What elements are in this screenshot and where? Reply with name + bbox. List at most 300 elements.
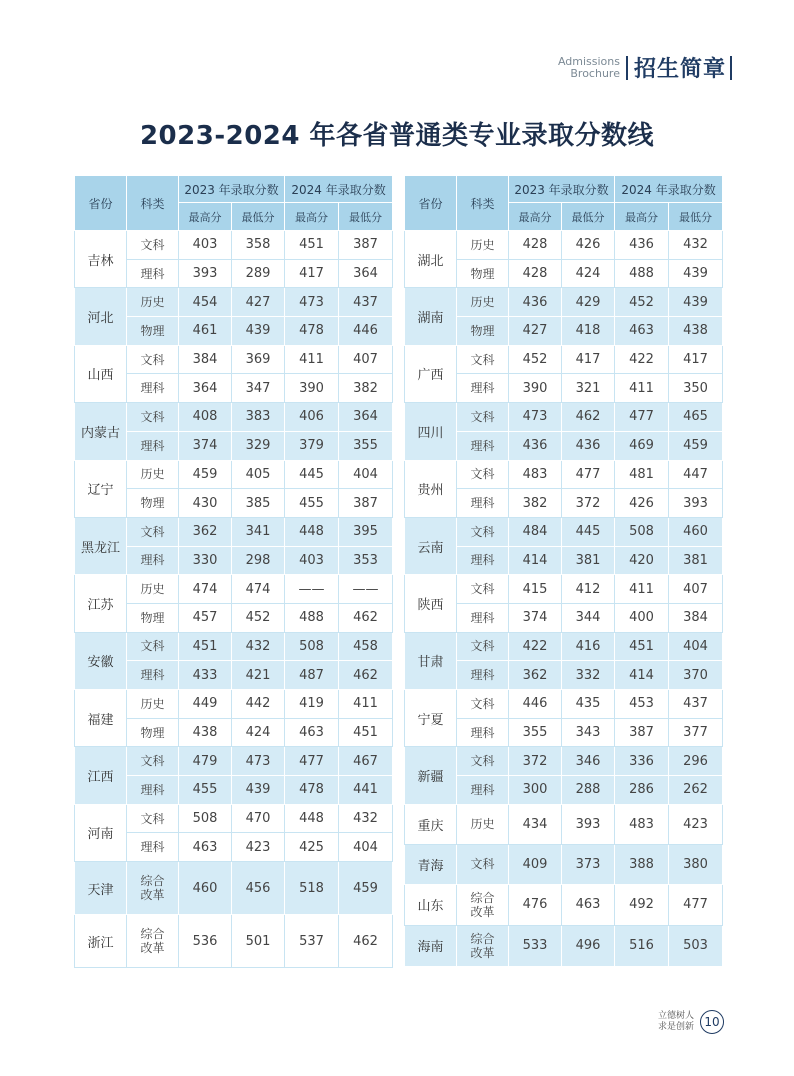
score-cell: 456 [232, 862, 285, 915]
score-cell: 364 [339, 403, 393, 432]
score-cell: 432 [232, 632, 285, 661]
score-cell: 384 [179, 345, 232, 374]
header-2024-min: 最低分 [669, 203, 723, 231]
score-cell: 452 [509, 345, 562, 374]
score-cell: 430 [179, 489, 232, 518]
score-cell: 438 [669, 317, 723, 346]
header-english [558, 56, 620, 80]
score-cell: 404 [339, 460, 393, 489]
score-cell: 451 [179, 632, 232, 661]
subject-cell: 文科 [457, 517, 509, 546]
score-cell: 422 [509, 632, 562, 661]
score-cell: 382 [339, 374, 393, 403]
score-cell: 381 [669, 546, 723, 575]
subject-cell: 物理 [457, 259, 509, 288]
score-cell: 462 [339, 915, 393, 968]
subject-cell: 历史 [127, 575, 179, 604]
score-cell: 372 [509, 747, 562, 776]
score-cell: 479 [179, 747, 232, 776]
score-cell: 462 [562, 403, 615, 432]
score-cell: 416 [562, 632, 615, 661]
score-cell: 420 [615, 546, 669, 575]
subject-cell: 综合 改革 [127, 862, 179, 915]
score-cell: 423 [232, 833, 285, 862]
score-cell: 461 [179, 317, 232, 346]
score-cell: 355 [339, 431, 393, 460]
subject-cell: 历史 [127, 690, 179, 719]
motto-line2: 求是创新 [657, 1022, 694, 1032]
score-cell: 533 [509, 925, 562, 966]
subject-cell: 历史 [457, 288, 509, 317]
subject-cell: 理科 [457, 431, 509, 460]
province-cell: 河北 [75, 288, 127, 345]
score-cell: 439 [669, 288, 723, 317]
score-cell: 414 [509, 546, 562, 575]
score-cell: 459 [669, 431, 723, 460]
score-cell: 364 [339, 259, 393, 288]
score-cell: 296 [669, 747, 723, 776]
score-cell: 427 [232, 288, 285, 317]
table-row [405, 804, 723, 844]
score-cell: 492 [615, 884, 669, 925]
score-cell: 409 [509, 844, 562, 884]
score-cell: 380 [669, 844, 723, 884]
table-row [75, 862, 393, 915]
score-cell: 453 [615, 690, 669, 719]
table-row [405, 288, 723, 317]
score-cell: 437 [339, 288, 393, 317]
score-cell: 477 [669, 884, 723, 925]
score-cell: 421 [232, 661, 285, 690]
score-cell: 406 [285, 403, 339, 432]
score-cell: 445 [285, 460, 339, 489]
score-cell: 387 [339, 489, 393, 518]
score-cell: 358 [232, 231, 285, 260]
score-cell: 407 [339, 345, 393, 374]
header-2024-max: 最高分 [615, 203, 669, 231]
score-cell: 436 [562, 431, 615, 460]
province-cell: 福建 [75, 690, 127, 747]
header-province: 省份 [75, 176, 127, 231]
province-cell: 陕西 [405, 575, 457, 632]
score-cell: 463 [615, 317, 669, 346]
header-chinese-title: 招生简章 [633, 57, 726, 82]
score-cell: 536 [179, 915, 232, 968]
score-cell: 473 [232, 747, 285, 776]
header-2023-max: 最高分 [509, 203, 562, 231]
subject-cell: 文科 [127, 345, 179, 374]
table-row [75, 690, 393, 719]
province-cell: 吉林 [75, 231, 127, 288]
score-cell: 393 [562, 804, 615, 844]
table-row [75, 288, 393, 317]
table-row [405, 884, 723, 925]
score-cell: 417 [285, 259, 339, 288]
score-cell: 508 [179, 804, 232, 833]
score-cell: 478 [285, 776, 339, 805]
header-divider-right [730, 56, 732, 80]
score-cell: 429 [562, 288, 615, 317]
header-2024: 2024 年录取分数 [285, 176, 393, 203]
score-cell: 477 [285, 747, 339, 776]
province-cell: 黑龙江 [75, 517, 127, 574]
score-cell: 476 [509, 884, 562, 925]
header-2024-min: 最低分 [339, 203, 393, 231]
subject-cell: 文科 [457, 690, 509, 719]
score-cell: 433 [179, 661, 232, 690]
score-cell: 436 [509, 288, 562, 317]
score-cell: 445 [562, 517, 615, 546]
subject-cell: 理科 [127, 431, 179, 460]
subject-cell: 历史 [457, 804, 509, 844]
brochure-header [558, 52, 732, 83]
subject-cell: 文科 [127, 517, 179, 546]
score-cell: 446 [339, 317, 393, 346]
score-cell: 436 [509, 431, 562, 460]
score-cell: 412 [562, 575, 615, 604]
score-cell: 483 [615, 804, 669, 844]
table-row [405, 231, 723, 260]
score-table-right [404, 175, 723, 967]
header-2024-max: 最高分 [285, 203, 339, 231]
score-cell: 439 [669, 259, 723, 288]
score-cell: —— [285, 575, 339, 604]
score-cell: 374 [509, 603, 562, 632]
score-cell: 419 [285, 690, 339, 719]
score-cell: 384 [669, 603, 723, 632]
score-cell: 442 [232, 690, 285, 719]
table-row [75, 403, 393, 432]
score-cell: 454 [179, 288, 232, 317]
province-cell: 天津 [75, 862, 127, 915]
table-row [405, 925, 723, 966]
score-cell: 423 [669, 804, 723, 844]
score-cell: 400 [615, 603, 669, 632]
score-cell: 383 [232, 403, 285, 432]
score-cell: 426 [615, 489, 669, 518]
table-row [405, 690, 723, 719]
table-row [75, 915, 393, 968]
score-cell: 411 [615, 575, 669, 604]
header-en-line1: Admissions [557, 54, 620, 68]
score-cell: 411 [339, 690, 393, 719]
subject-cell: 理科 [127, 546, 179, 575]
subject-cell: 历史 [457, 231, 509, 260]
score-cell: 452 [615, 288, 669, 317]
table-row [405, 844, 723, 884]
score-cell: 488 [615, 259, 669, 288]
score-cell: 347 [232, 374, 285, 403]
score-cell: 424 [232, 718, 285, 747]
score-cell: 379 [285, 431, 339, 460]
subject-cell: 文科 [457, 632, 509, 661]
score-cell: 516 [615, 925, 669, 966]
score-cell: 425 [285, 833, 339, 862]
score-cell: 439 [232, 776, 285, 805]
score-cell: 353 [339, 546, 393, 575]
subject-cell: 文科 [127, 403, 179, 432]
subject-cell: 文科 [127, 747, 179, 776]
subject-cell: 物理 [127, 718, 179, 747]
score-cell: 428 [509, 231, 562, 260]
score-cell: 478 [285, 317, 339, 346]
score-cell: 481 [615, 460, 669, 489]
score-cell: 393 [179, 259, 232, 288]
score-cell: 403 [285, 546, 339, 575]
score-cell: 298 [232, 546, 285, 575]
score-cell: 262 [669, 776, 723, 805]
header-2023-max: 最高分 [179, 203, 232, 231]
score-cell: 407 [669, 575, 723, 604]
score-cell: 469 [615, 431, 669, 460]
score-cell: 448 [285, 804, 339, 833]
table-row [75, 632, 393, 661]
province-cell: 山西 [75, 345, 127, 402]
score-cell: 452 [232, 603, 285, 632]
score-cell: 428 [509, 259, 562, 288]
score-cell: 496 [562, 925, 615, 966]
score-cell: 455 [285, 489, 339, 518]
score-cell: 460 [669, 517, 723, 546]
subject-cell: 文科 [457, 575, 509, 604]
province-cell: 广西 [405, 345, 457, 402]
province-cell: 江苏 [75, 575, 127, 632]
score-cell: 332 [562, 661, 615, 690]
table-row [405, 747, 723, 776]
score-cell: 434 [509, 804, 562, 844]
subject-cell: 理科 [457, 776, 509, 805]
province-cell: 四川 [405, 403, 457, 460]
score-cell: 330 [179, 546, 232, 575]
province-cell: 山东 [405, 884, 457, 925]
score-cell: 463 [285, 718, 339, 747]
score-cell: 446 [509, 690, 562, 719]
score-cell: 411 [285, 345, 339, 374]
subject-cell: 物理 [127, 603, 179, 632]
score-cell: 473 [509, 403, 562, 432]
score-cell: 390 [509, 374, 562, 403]
header-2023-min: 最低分 [232, 203, 285, 231]
page-number: 10 [700, 1010, 724, 1034]
score-cell: 462 [339, 661, 393, 690]
score-cell: 473 [285, 288, 339, 317]
score-cell: 341 [232, 517, 285, 546]
subject-cell: 理科 [457, 489, 509, 518]
score-cell: 458 [339, 632, 393, 661]
score-cell: 427 [509, 317, 562, 346]
subject-cell: 理科 [457, 718, 509, 747]
score-cell: 432 [339, 804, 393, 833]
score-cell: 451 [615, 632, 669, 661]
subject-cell: 理科 [457, 546, 509, 575]
score-cell: 343 [562, 718, 615, 747]
score-cell: 387 [339, 231, 393, 260]
score-cell: 288 [562, 776, 615, 805]
table-row [75, 575, 393, 604]
score-cell: 436 [615, 231, 669, 260]
score-cell: 463 [179, 833, 232, 862]
subject-cell: 物理 [127, 317, 179, 346]
page-footer [658, 1010, 724, 1034]
score-cell: 455 [179, 776, 232, 805]
table-row [405, 575, 723, 604]
header-en-line2: Brochure [570, 66, 620, 80]
subject-cell: 文科 [457, 345, 509, 374]
table-row [75, 804, 393, 833]
score-cell: 459 [179, 460, 232, 489]
score-cell: 487 [285, 661, 339, 690]
score-cell: 474 [179, 575, 232, 604]
score-cell: 387 [615, 718, 669, 747]
score-cell: 463 [562, 884, 615, 925]
score-cell: 426 [562, 231, 615, 260]
header-2023: 2023 年录取分数 [179, 176, 285, 203]
score-cell: 439 [232, 317, 285, 346]
score-cell: 437 [669, 690, 723, 719]
score-cell: 451 [285, 231, 339, 260]
subject-cell: 综合 改革 [457, 925, 509, 966]
score-cell: 385 [232, 489, 285, 518]
score-cell: 329 [232, 431, 285, 460]
province-cell: 湖南 [405, 288, 457, 345]
score-cell: 300 [509, 776, 562, 805]
score-cell: 448 [285, 517, 339, 546]
score-cell: 403 [179, 231, 232, 260]
score-cell: 408 [179, 403, 232, 432]
header-subject: 科类 [457, 176, 509, 231]
province-cell: 重庆 [405, 804, 457, 844]
province-cell: 安徽 [75, 632, 127, 689]
page-title: 2023-2024 年各省普通类专业录取分数线 [139, 121, 655, 151]
table-row [405, 632, 723, 661]
subject-cell: 理科 [457, 374, 509, 403]
score-cell: 518 [285, 862, 339, 915]
score-cell: 470 [232, 804, 285, 833]
province-cell: 内蒙古 [75, 403, 127, 460]
score-cell: 350 [669, 374, 723, 403]
score-cell: 459 [339, 862, 393, 915]
province-cell: 甘肃 [405, 632, 457, 689]
subject-cell: 历史 [127, 288, 179, 317]
score-cell: 477 [615, 403, 669, 432]
score-cell: 451 [339, 718, 393, 747]
score-cell: 418 [562, 317, 615, 346]
subject-cell: 理科 [457, 661, 509, 690]
subject-cell: 理科 [127, 661, 179, 690]
header-divider [626, 56, 628, 80]
score-cell: 395 [339, 517, 393, 546]
subject-cell: 文科 [457, 460, 509, 489]
subject-cell: 文科 [127, 804, 179, 833]
score-cell: 417 [562, 345, 615, 374]
score-cell: 449 [179, 690, 232, 719]
subject-cell: 文科 [457, 747, 509, 776]
subject-cell: 文科 [457, 403, 509, 432]
score-cell: 388 [615, 844, 669, 884]
score-cell: 503 [669, 925, 723, 966]
score-cell: 477 [562, 460, 615, 489]
score-cell: 474 [232, 575, 285, 604]
score-cell: 405 [232, 460, 285, 489]
table-row [405, 403, 723, 432]
province-cell: 辽宁 [75, 460, 127, 517]
province-cell: 海南 [405, 925, 457, 966]
score-cell: 369 [232, 345, 285, 374]
header-2024: 2024 年录取分数 [615, 176, 723, 203]
subject-cell: 物理 [127, 489, 179, 518]
table-row [75, 231, 393, 260]
subject-cell: 文科 [127, 231, 179, 260]
subject-cell: 理科 [127, 259, 179, 288]
province-cell: 湖北 [405, 231, 457, 288]
score-cell: 372 [562, 489, 615, 518]
score-cell: 457 [179, 603, 232, 632]
table-row [75, 345, 393, 374]
subject-cell: 理科 [127, 776, 179, 805]
subject-cell: 理科 [127, 833, 179, 862]
subject-cell: 理科 [127, 374, 179, 403]
subject-cell: 综合 改革 [127, 915, 179, 968]
province-cell: 云南 [405, 517, 457, 574]
score-cell: 364 [179, 374, 232, 403]
table-row [405, 460, 723, 489]
subject-cell: 文科 [127, 632, 179, 661]
score-cell: 404 [669, 632, 723, 661]
province-cell: 江西 [75, 747, 127, 804]
table-row [75, 460, 393, 489]
score-cell: 537 [285, 915, 339, 968]
score-cell: 447 [669, 460, 723, 489]
score-cell: 435 [562, 690, 615, 719]
score-cell: 321 [562, 374, 615, 403]
score-cell: 415 [509, 575, 562, 604]
score-cell: 362 [509, 661, 562, 690]
score-cell: 508 [285, 632, 339, 661]
province-cell: 浙江 [75, 915, 127, 968]
score-table-left [74, 175, 393, 968]
table-row [75, 747, 393, 776]
score-cell: 441 [339, 776, 393, 805]
score-cell: 377 [669, 718, 723, 747]
subject-cell: 理科 [457, 603, 509, 632]
score-cell: 462 [339, 603, 393, 632]
score-cell: 432 [669, 231, 723, 260]
score-cell: 393 [669, 489, 723, 518]
score-cell: 346 [562, 747, 615, 776]
header-2023-min: 最低分 [562, 203, 615, 231]
province-cell: 贵州 [405, 460, 457, 517]
table-row [75, 517, 393, 546]
score-cell: 362 [179, 517, 232, 546]
score-cell: 465 [669, 403, 723, 432]
province-cell: 青海 [405, 844, 457, 884]
subject-cell: 物理 [457, 317, 509, 346]
score-cell: 501 [232, 915, 285, 968]
subject-cell: 文科 [457, 844, 509, 884]
province-cell: 宁夏 [405, 690, 457, 747]
score-cell: 417 [669, 345, 723, 374]
motto-line1: 立德树人 [657, 1011, 694, 1021]
header-2023: 2023 年录取分数 [509, 176, 615, 203]
score-cell: 422 [615, 345, 669, 374]
motto [658, 1011, 694, 1033]
score-cell: 404 [339, 833, 393, 862]
score-cell: 460 [179, 862, 232, 915]
province-cell: 河南 [75, 804, 127, 861]
score-cell: 381 [562, 546, 615, 575]
score-cell: 438 [179, 718, 232, 747]
subject-cell: 历史 [127, 460, 179, 489]
